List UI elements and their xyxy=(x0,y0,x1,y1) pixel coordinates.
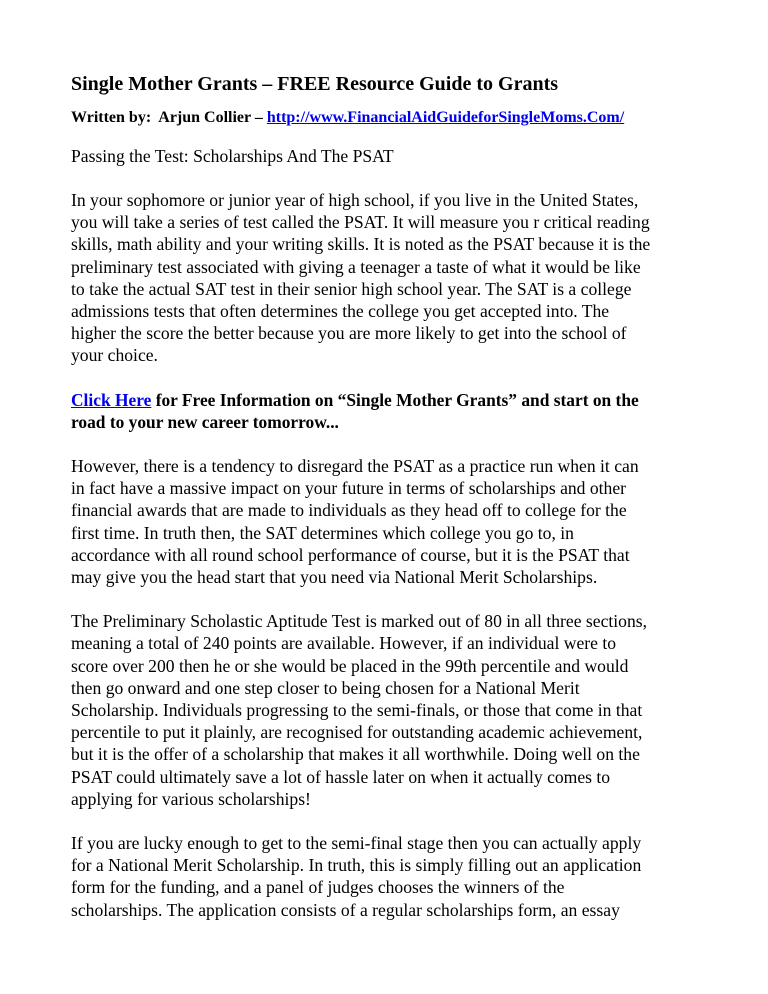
text-line: If you are lucky enough to get to the semi-final stage then you can actually apply xyxy=(71,833,642,854)
article-subtitle: Passing the Test: Scholarships And The PSAT xyxy=(71,146,394,166)
paragraph-scoring xyxy=(71,610,697,810)
website-link[interactable]: http://www.FinancialAidGuideforSingleMoms.Com/ xyxy=(266,109,625,126)
paragraph-intro xyxy=(71,189,697,367)
text-line: your choice. xyxy=(71,345,158,366)
text-line: PSAT could ultimately save a lot of hassle later on when it actually comes to xyxy=(71,766,611,787)
byline xyxy=(71,107,697,129)
paragraph-semi-final xyxy=(71,832,697,921)
text-line: The Preliminary Scholastic Aptitude Test is marked out of 80 in all three sections, xyxy=(71,611,647,632)
text-line: form for the funding, and a panel of judges chooses the winners of the xyxy=(71,877,565,898)
call-to-action xyxy=(71,389,697,433)
click-here-link[interactable]: Click Here xyxy=(71,389,152,410)
cta-text: for Free Information on “Single Mother Grants” and start on the xyxy=(151,389,639,410)
text-line: However, there is a tendency to disregard the PSAT as a practice run when it can xyxy=(71,456,639,477)
text-line: scholarships. The application consists of a regular scholarships form, an essay xyxy=(71,899,620,920)
text-line: admissions tests that often determines the college you get accepted into. The xyxy=(71,301,610,322)
text-line: In your sophomore or junior year of high school, if you live in the United States, xyxy=(71,190,639,210)
byline-author: Written by: Arjun Collier – xyxy=(71,109,267,126)
cta-line: road to your new career tomorrow... xyxy=(71,411,339,432)
text-line: higher the score the better because you are more likely to get into the school of xyxy=(71,323,627,344)
text-line: preliminary test associated with giving a teenager a taste of what it would be like xyxy=(71,256,641,277)
document-page xyxy=(71,70,697,943)
text-line: Scholarship. Individuals progressing to the semi-finals, or those that come in that xyxy=(71,700,643,721)
cta-line xyxy=(71,389,697,411)
text-line: percentile to put it plainly, are recognised for outstanding academic achievement, xyxy=(71,722,643,743)
text-line: financial awards that are made to individuals as they head off to college for the xyxy=(71,500,627,521)
text-line: but it is the offer of a scholarship that makes it all worthwhile. Doing well on the xyxy=(71,744,640,765)
text-line: score over 200 then he or she would be placed in the 99th percentile and would xyxy=(71,655,629,676)
text-line: meaning a total of 240 points are available. However, if an individual were to xyxy=(71,633,617,654)
text-line: accordance with all round school performance of course, but it is the PSAT that xyxy=(71,544,630,565)
text-line: for a National Merit Scholarship. In truth, this is simply filling out an application xyxy=(71,855,642,876)
text-line: skills, math ability and your writing skills. It is noted as the PSAT because it is the xyxy=(71,234,651,255)
text-line: you will take a series of test called the PSAT. It will measure you r critical reading xyxy=(71,212,650,233)
text-line: in fact have a massive impact on your future in terms of scholarships and other xyxy=(71,478,627,499)
text-line: first time. In truth then, the SAT determines which college you go to, in xyxy=(71,522,574,543)
text-line: applying for various scholarships! xyxy=(71,788,311,809)
text-line: to take the actual SAT test in their senior high school year. The SAT is a college xyxy=(71,278,632,299)
text-line: then go onward and one step closer to being chosen for a National Merit xyxy=(71,677,580,698)
text-line: may give you the head start that you need via National Merit Scholarships. xyxy=(71,567,598,588)
document-title: Single Mother Grants – FREE Resource Guide to Grants xyxy=(71,73,559,95)
paragraph-practice-run xyxy=(71,455,697,588)
